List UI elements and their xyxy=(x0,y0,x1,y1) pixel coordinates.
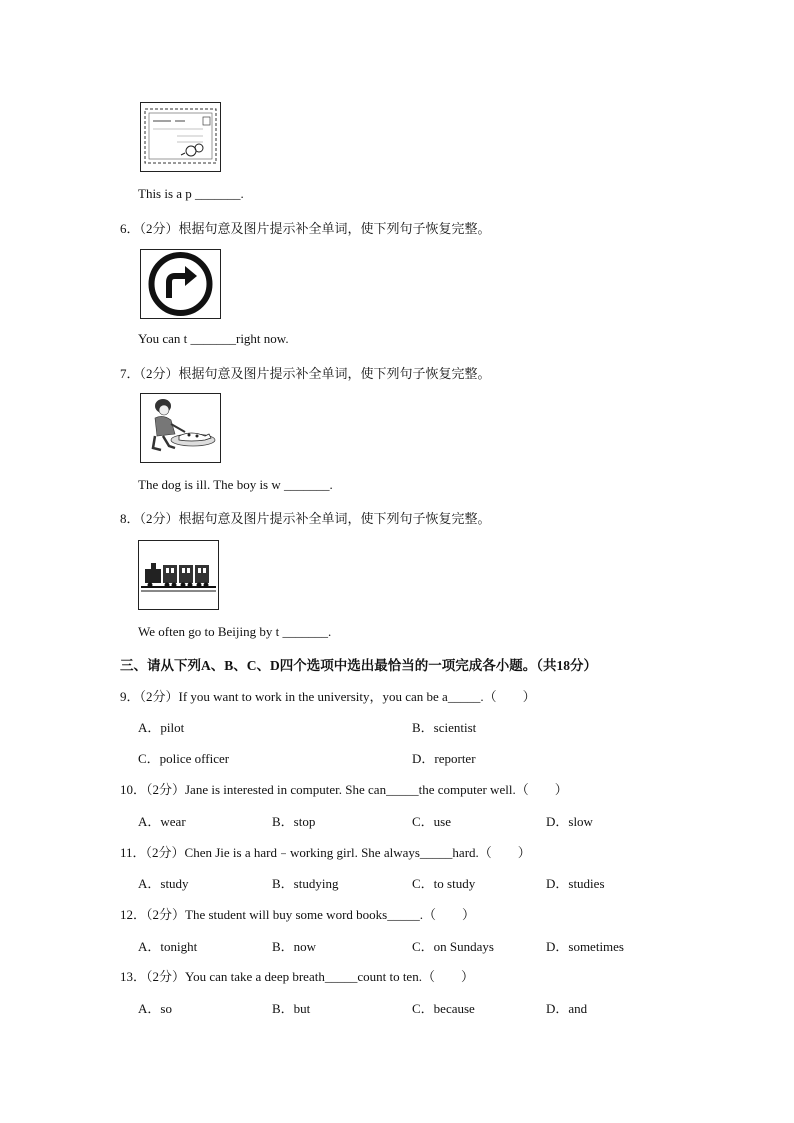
train-picture-icon xyxy=(138,540,219,610)
postcard-picture-icon xyxy=(140,102,221,172)
q10-option-c: C．use xyxy=(412,814,452,829)
q9-option-b: B．scientist xyxy=(412,720,477,735)
q11-stem: 11．（2分）Chen Jie is a hard﹣working girl. She always_____hard.（ ） xyxy=(120,845,531,860)
item7-question: 7．（2分）根据句意及图片提示补全单词，使下列句子恢复完整。 xyxy=(120,366,491,381)
q11-option-c: C．to study xyxy=(412,876,476,891)
q13-stem: 13．（2分）You can take a deep breath_____count to ten.（ ） xyxy=(120,969,474,984)
q9-option-a: A．pilot xyxy=(138,720,185,735)
item6-sentence: You can t _______right now. xyxy=(138,331,289,346)
turn-right-sign-icon xyxy=(140,249,221,319)
item7-sentence: The dog is ill. The boy is w _______. xyxy=(138,477,333,492)
q11-option-a: A．study xyxy=(138,876,189,891)
q13-option-b: B．but xyxy=(272,1001,311,1016)
q12-option-c: C．on Sundays xyxy=(412,939,494,954)
item6-question: 6．（2分）根据句意及图片提示补全单词，使下列句子恢复完整。 xyxy=(120,221,491,236)
q9-stem: 9．（2分）If you want to work in the university，you can be a_____.（ ） xyxy=(120,689,536,704)
q12-stem: 12．（2分）The student will buy some word books_____.（ ） xyxy=(120,907,475,922)
q11-option-d: D．studies xyxy=(546,876,605,891)
section3-heading: 三、请从下列A、B、C、D四个选项中选出最恰当的一项完成各小题。（共18分） xyxy=(120,658,598,673)
item8-sentence: We often go to Beijing by t _______. xyxy=(138,624,332,639)
q11-option-b: B．studying xyxy=(272,876,339,891)
q10-option-b: B．stop xyxy=(272,814,316,829)
q10-stem: 10．（2分）Jane is interested in computer. She can_____the computer well.（ ） xyxy=(120,782,568,797)
q10-option-d: D．slow xyxy=(546,814,593,829)
q12-option-b: B．now xyxy=(272,939,317,954)
q13-option-c: C．because xyxy=(412,1001,475,1016)
q9-option-c: C．police officer xyxy=(138,751,230,766)
boy-with-dog-picture-icon xyxy=(140,393,221,463)
q13-option-d: D．and xyxy=(546,1001,588,1016)
item5-sentence: This is a p _______. xyxy=(138,186,244,201)
q12-option-a: A．tonight xyxy=(138,939,198,954)
q9-option-d: D．reporter xyxy=(412,751,476,766)
item8-question: 8．（2分）根据句意及图片提示补全单词，使下列句子恢复完整。 xyxy=(120,511,491,526)
q12-option-d: D．sometimes xyxy=(546,939,624,954)
q10-option-a: A．wear xyxy=(138,814,186,829)
q13-option-a: A．so xyxy=(138,1001,172,1016)
